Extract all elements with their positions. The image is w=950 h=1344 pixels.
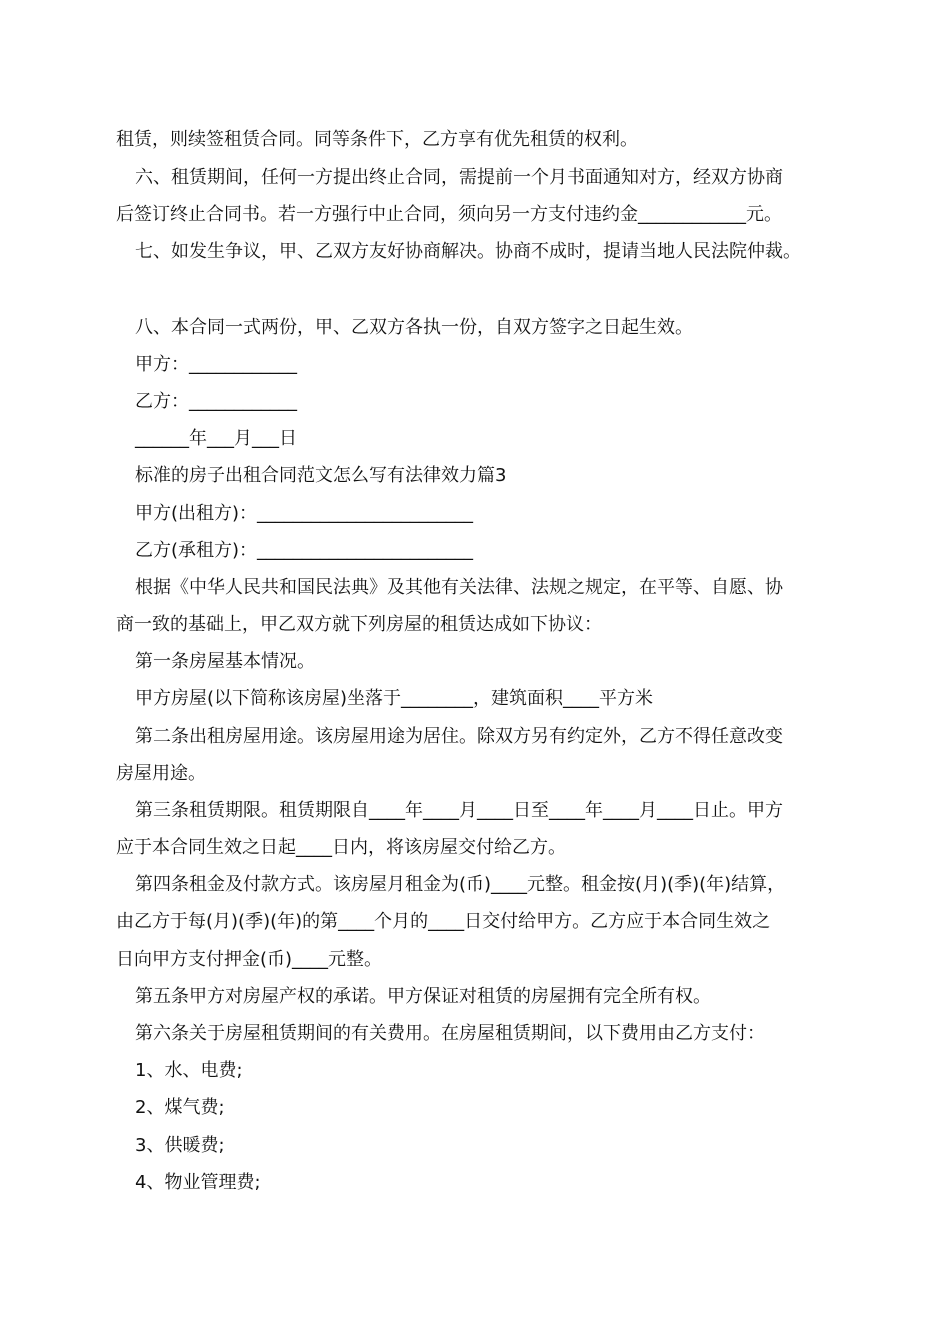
section-title: 标准的房子出租合同范文怎么写有法律效力篇3 [135,465,507,486]
clause-heading: 第一条房屋基本情况。 [135,651,315,672]
signature-line-party-b: 乙方：____________ [135,391,297,412]
clause-heading: 第五条甲方对房屋产权的承诺。甲方保证对租赁的房屋拥有完全所有权。 [135,986,711,1007]
signature-line-party-a: 甲方：____________ [135,354,297,375]
clause-heading: 第六条关于房屋租赁期间的有关费用。在房屋租赁期间，以下费用由乙方支付： [135,1023,765,1044]
clause-heading: 第三条租赁期限。租赁期限自____年____月____日至____年____月____日止。甲方 [135,800,783,821]
list-item: 1、水、电费; [135,1060,243,1081]
text-line: 八、本合同一式两份，甲、乙双方各执一份，自双方签字之日起生效。 [135,317,693,338]
list-item: 4、物业管理费; [135,1172,261,1193]
text-line: 后签订终止合同书。若一方强行中止合同，须向另一方支付违约金____________元。 [116,204,782,225]
party-b-line: 乙方(承租方)：________________________ [135,540,474,561]
text-line: 租赁，则续签租赁合同。同等条件下，乙方享有优先租赁的权利。 [116,129,638,150]
list-item: 2、煤气费; [135,1097,225,1118]
text-line: 由乙方于每(月)(季)(年)的第____个月的____日交付给甲方。乙方应于本合同生效之 [116,911,771,932]
clause-heading: 第二条出租房屋用途。该房屋用途为居住。除双方另有约定外，乙方不得任意改变 [135,726,783,747]
text-line: 应于本合同生效之日起____日内，将该房屋交付给乙方。 [116,837,566,858]
party-a-line: 甲方(出租方)：________________________ [135,503,474,524]
text-line: 商一致的基础上，甲乙双方就下列房屋的租赁达成如下协议： [116,614,602,635]
text-line: 七、如发生争议，甲、乙双方友好协商解决。协商不成时，提请当地人民法院仲裁。 [135,241,801,262]
text-line: 六、租赁期间，任何一方提出终止合同，需提前一个月书面通知对方，经双方协商 [135,167,783,188]
text-line: 房屋用途。 [116,763,206,784]
text-line: 日向甲方支付押金(币)____元整。 [116,949,383,970]
date-line: ______年___月___日 [135,428,297,449]
text-line: 根据《中华人民共和国民法典》及其他有关法律、法规之规定，在平等、自愿、协 [135,577,783,598]
text-line: 甲方房屋(以下简称该房屋)坐落于________，建筑面积____平方米 [135,688,654,709]
list-item: 3、供暖费; [135,1135,225,1156]
clause-heading: 第四条租金及付款方式。该房屋月租金为(币)____元整。租金按(月)(季)(年)结算， [135,874,786,895]
